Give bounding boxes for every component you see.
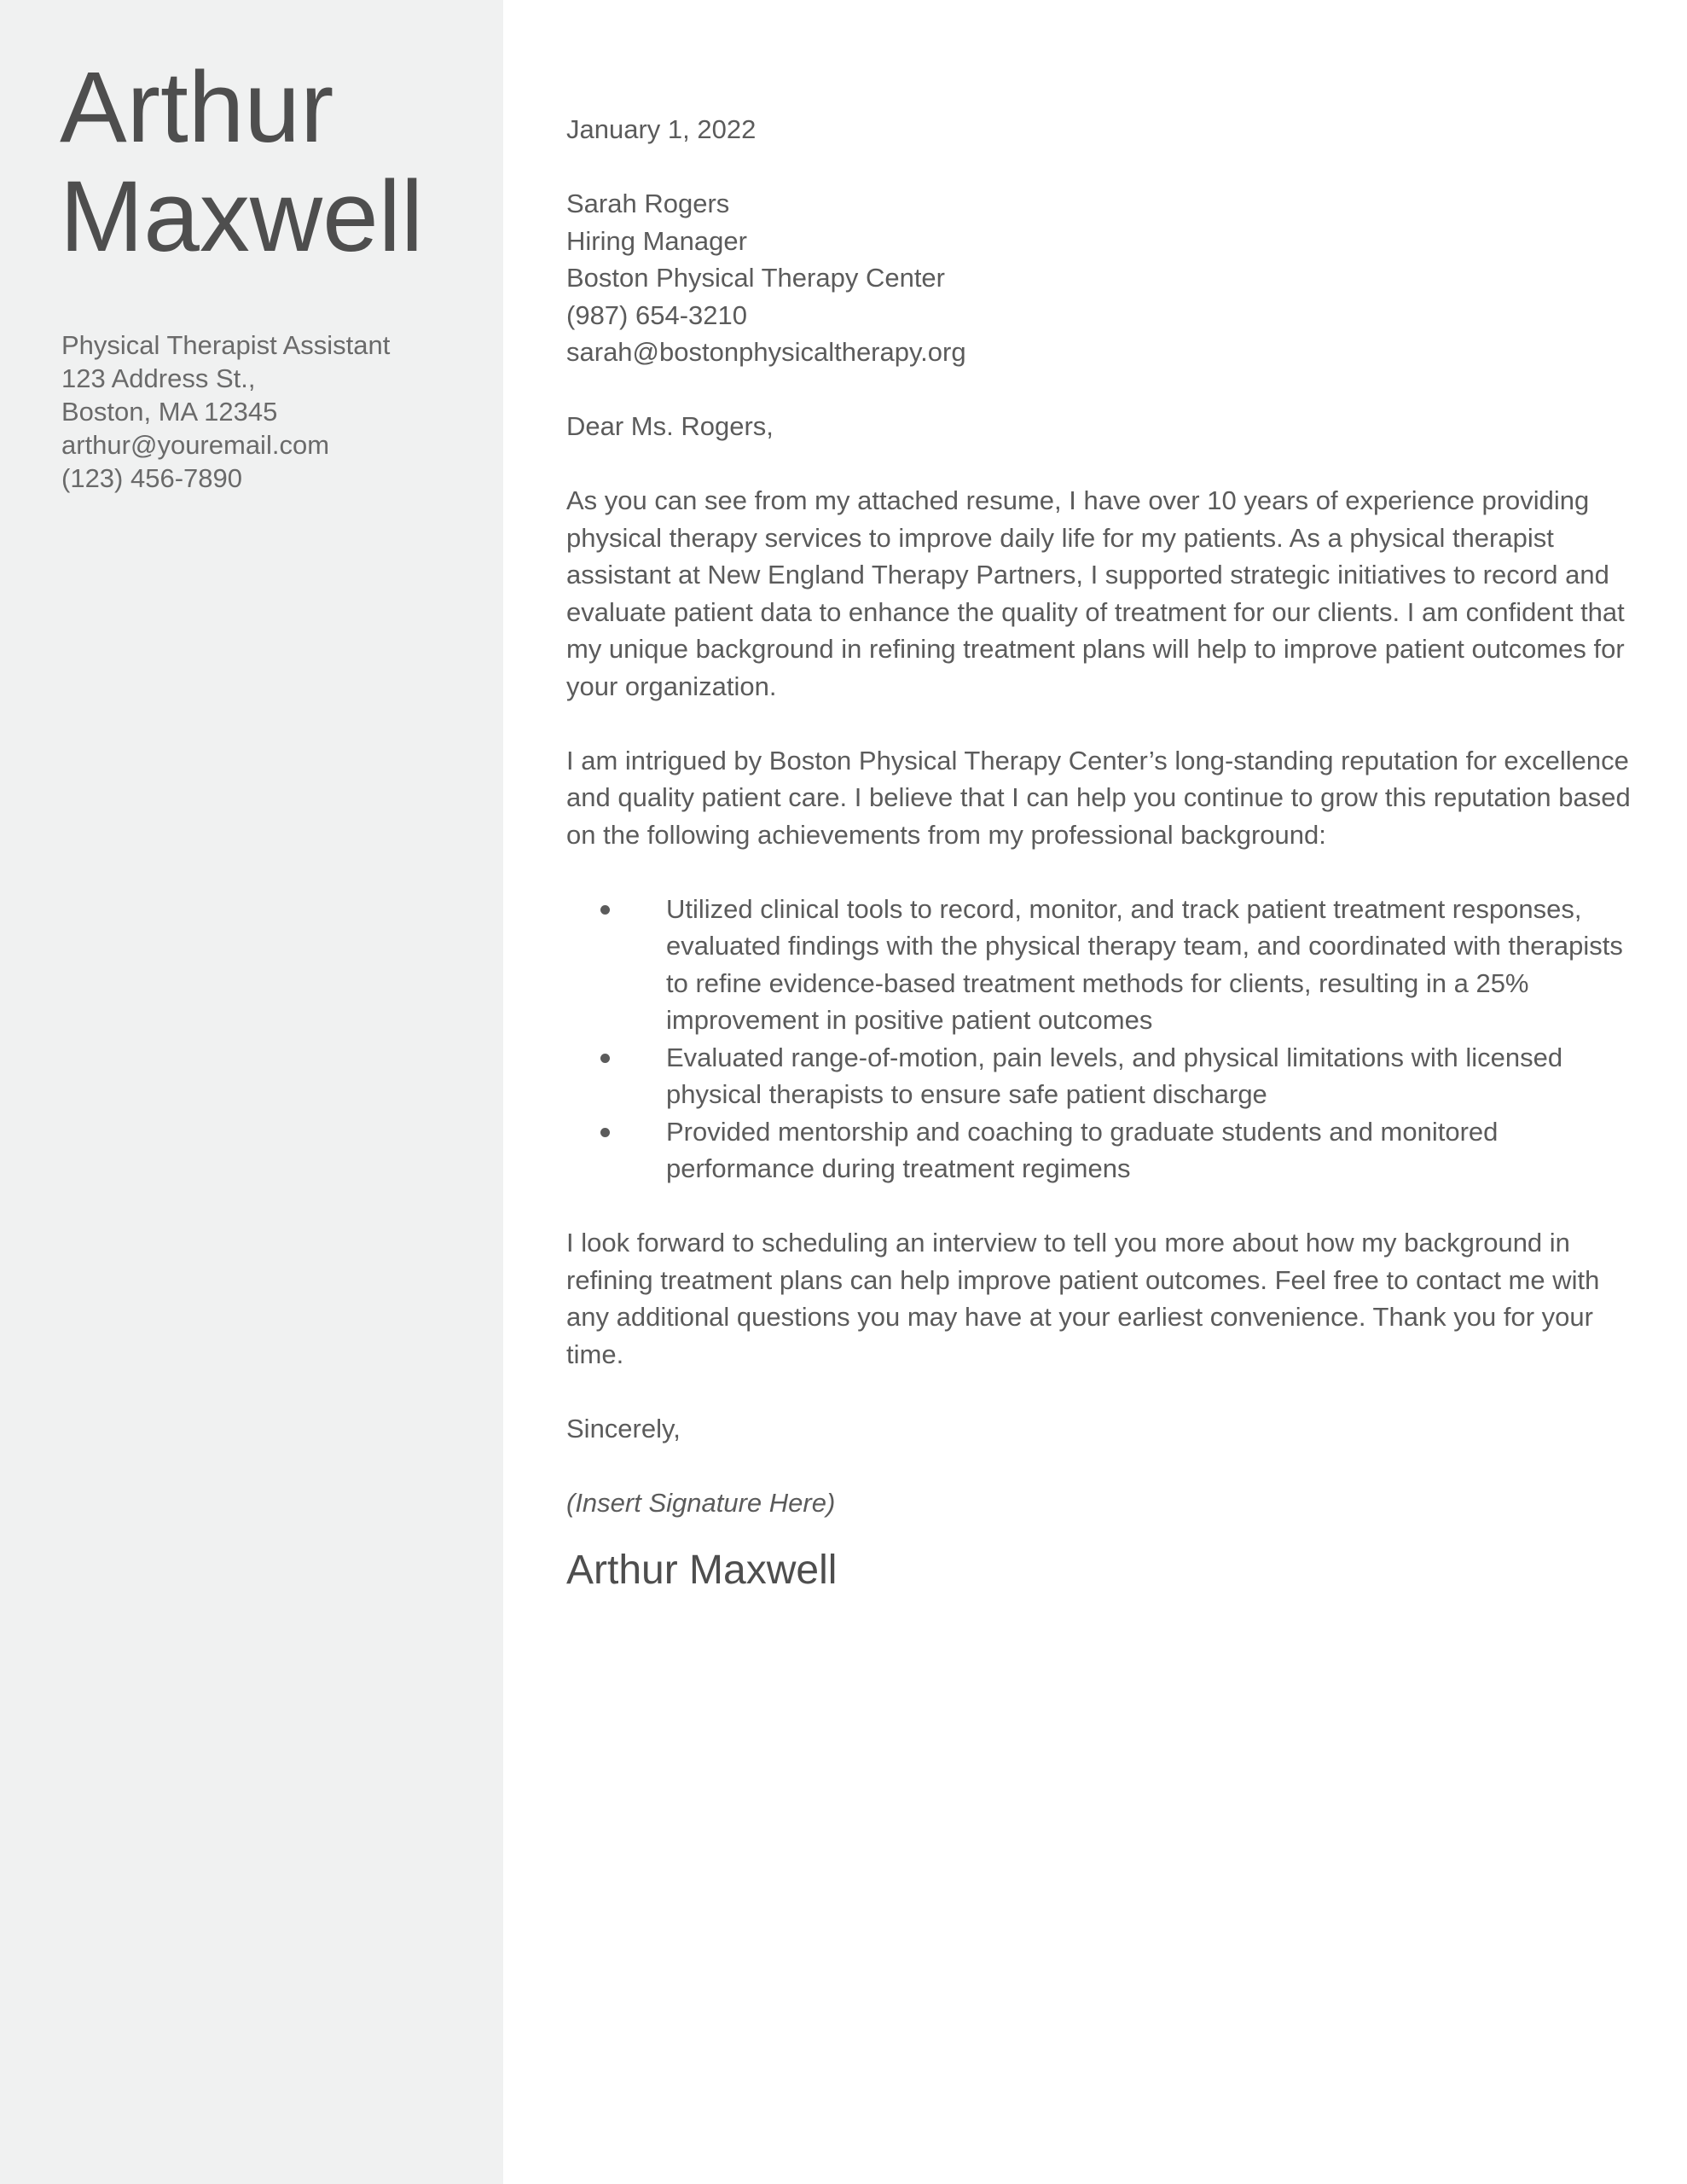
achievements-list bbox=[566, 891, 1632, 1188]
sender-title: Physical Therapist Assistant bbox=[61, 330, 391, 360]
sender-name bbox=[60, 53, 423, 271]
sender-first-name: Arthur bbox=[60, 51, 334, 164]
sender-address-line1: 123 Address St., bbox=[61, 363, 256, 393]
sender-contact bbox=[61, 328, 390, 495]
signature-name: Arthur Maxwell bbox=[566, 1548, 838, 1593]
recipient-email: sarah@bostonphysicaltherapy.org bbox=[566, 337, 966, 367]
bullet-icon bbox=[600, 905, 610, 915]
paragraph-closing: I look forward to scheduling an interview to tell you more about how my background in refining treatment plans can help improve patient outcomes. Feel free to contact me with any additional questions you may have at your earliest convenience. Thank you for your time. bbox=[566, 1228, 1600, 1369]
list-item bbox=[566, 1039, 1632, 1113]
bullet-icon bbox=[600, 1054, 610, 1063]
sidebar bbox=[0, 0, 503, 2184]
letter-date: January 1, 2022 bbox=[566, 114, 757, 144]
signature-placeholder: (Insert Signature Here) bbox=[566, 1487, 836, 1518]
letter-body bbox=[566, 111, 1632, 1596]
list-item bbox=[566, 1113, 1632, 1188]
sender-phone: (123) 456-7890 bbox=[61, 463, 242, 493]
salutation: Dear Ms. Rogers, bbox=[566, 411, 774, 441]
sender-last-name: Maxwell bbox=[60, 160, 424, 273]
recipient-phone: (987) 654-3210 bbox=[566, 299, 747, 330]
sender-address-line2: Boston, MA 12345 bbox=[61, 397, 278, 427]
paragraph-intro: As you can see from my attached resume, I have over 10 years of experience providing physical therapy services to improve daily life for my patients. As a physical therapist assistant at New England Therapy Partners, I supported strategic initiatives to record and evaluate patient data to enhance the quality of treatment for our clients. I am confident that my unique background in refining treatment plans will help to improve patient outcomes for your organization. bbox=[566, 485, 1625, 701]
sender-email: arthur@youremail.com bbox=[61, 430, 330, 460]
recipient-company: Boston Physical Therapy Center bbox=[566, 263, 945, 293]
paragraph-interest: I am intrigued by Boston Physical Therapy Center’s long-standing reputation for excellence and quality patient care. I believe that I can help you continue to grow this reputation based on the following achievements from my professional background: bbox=[566, 745, 1631, 850]
recipient-block bbox=[566, 185, 1632, 371]
achievement-text: Provided mentorship and coaching to graduate students and monitored performance during treatment regimens bbox=[666, 1116, 1499, 1183]
closing: Sincerely, bbox=[566, 1413, 681, 1443]
recipient-name: Sarah Rogers bbox=[566, 189, 730, 218]
list-item bbox=[566, 891, 1632, 1039]
recipient-title: Hiring Manager bbox=[566, 225, 747, 256]
achievement-text: Evaluated range-of-motion, pain levels, and physical limitations with licensed physical therapists to ensure safe patient discharge bbox=[666, 1042, 1563, 1109]
bullet-icon bbox=[600, 1128, 610, 1137]
achievement-text: Utilized clinical tools to record, monitor, and track patient treatment responses, evaluated findings with the physical therapy team, and coordinated with therapists to refine evidence-based treatment methods for clients, resulting in a 25% improvement in positive patient outcomes bbox=[666, 893, 1623, 1035]
